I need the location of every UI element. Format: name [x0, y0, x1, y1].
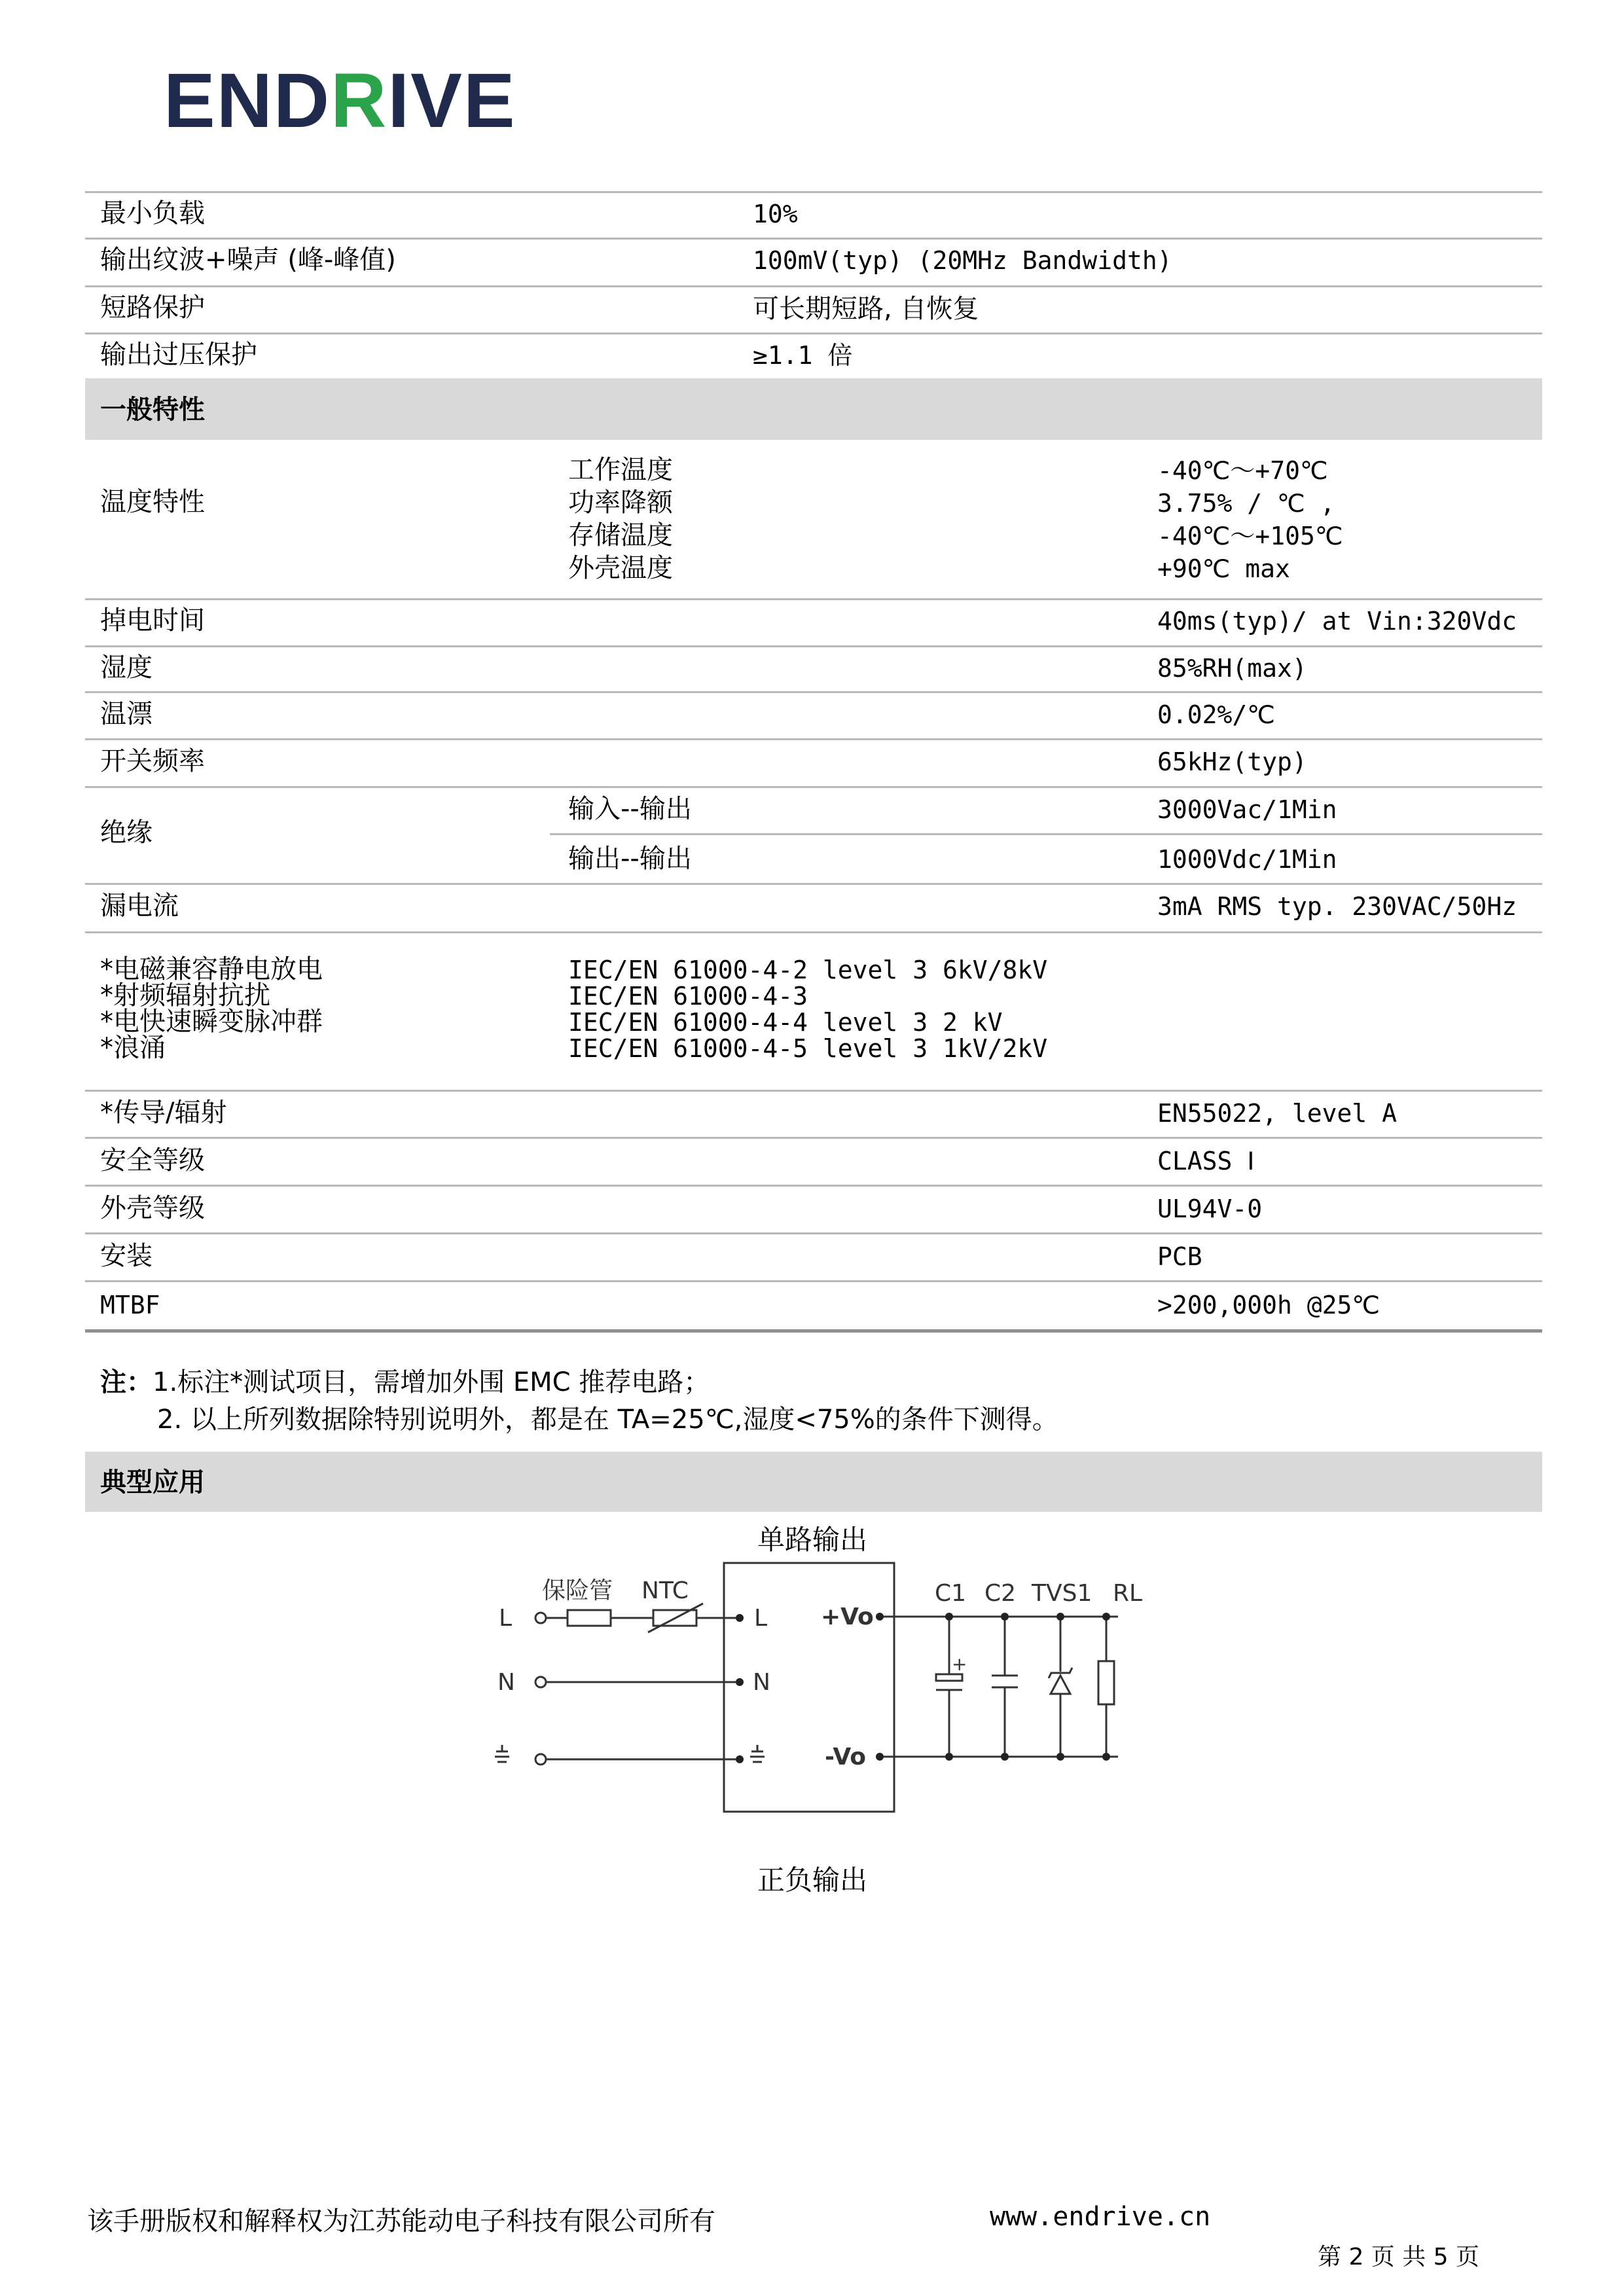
fuse-label: 保险管 [542, 1577, 613, 1604]
humidity-label: 湿度 [100, 653, 153, 683]
ovp-value: ≥1.1 倍 [753, 341, 853, 370]
divider [85, 285, 1542, 287]
mtbf-value: >200,000h @25℃ [1157, 1291, 1380, 1319]
divider [85, 191, 1542, 193]
divider [85, 332, 1542, 334]
table-bottom-divider [85, 1329, 1542, 1333]
safety-label: 安全等级 [100, 1145, 205, 1175]
divider [85, 1280, 1542, 1282]
logo-text-right: IVE [388, 58, 516, 144]
vo-plus-label: +Vo [821, 1604, 874, 1630]
notes-line-2: 2. 以上所列数据除特别说明外，都是在 TA=25℃,湿度<75%的条件下测得。 [157, 1405, 1058, 1435]
drift-label: 温漂 [100, 699, 153, 729]
temp-sub-2: 功率降额 [568, 488, 673, 518]
emc-label-2: *射频辐射抗扰 [100, 980, 270, 1011]
humidity-value: 85%RH(max) [1157, 654, 1307, 683]
emc-label-1: *电磁兼容静电放电 [100, 954, 323, 984]
emc-label-4: *浪涌 [100, 1033, 166, 1063]
load-resistor [1098, 1661, 1114, 1704]
emc-value-2: IEC/EN 61000-4-3 [568, 982, 808, 1011]
tvs-label: TVS1 [1032, 1580, 1092, 1607]
mtbf-label: MTBF [100, 1291, 160, 1319]
temp-sub-4: 外壳温度 [568, 553, 673, 583]
mounting-label: 安装 [100, 1241, 153, 1271]
emc-label-3: *电快速瞬变脉冲群 [100, 1007, 323, 1037]
c1-plate-top [936, 1674, 962, 1681]
temp-val-4: +90℃ max [1157, 554, 1290, 583]
terminal-l [535, 1613, 546, 1623]
temp-sub-1: 工作温度 [568, 455, 673, 485]
divider [85, 238, 1542, 240]
divider [550, 833, 1542, 835]
l-pin-label: L [754, 1605, 768, 1632]
footer-page-number: 第 2 页 共 5 页 [1318, 2244, 1480, 2270]
divider [85, 1090, 1542, 1092]
leakage-value: 3mA RMS typ. 230VAC/50Hz [1157, 892, 1517, 921]
case-value: UL94V-0 [1157, 1194, 1263, 1223]
n-input-label: N [497, 1669, 515, 1696]
poweroff-label: 掉电时间 [100, 605, 205, 636]
module-box [724, 1563, 894, 1812]
logo-text-left: END [164, 58, 331, 144]
insulation-label: 绝缘 [100, 817, 153, 848]
fuse-symbol [568, 1610, 611, 1626]
terminal-gnd [535, 1754, 546, 1765]
case-label: 外壳等级 [100, 1193, 205, 1223]
leakage-label: 漏电流 [100, 891, 179, 921]
divider [85, 691, 1542, 693]
conducted-value: EN55022, level A [1157, 1099, 1398, 1128]
short-circuit-value: 可长期短路, 自恢复 [753, 294, 979, 324]
vo-minus-label: -Vo [825, 1744, 866, 1770]
short-circuit-label: 短路保护 [100, 293, 205, 323]
poweroff-value: 40ms(typ)/ at Vin:320Vdc [1157, 607, 1517, 636]
logo-text-r: R [331, 58, 388, 144]
drift-value: 0.02%/℃ [1157, 700, 1275, 729]
ovp-label: 输出过压保护 [100, 340, 257, 370]
temp-val-2: 3.75% / ℃ , [1157, 489, 1335, 518]
divider [85, 786, 1542, 788]
freq-value: 65kHz(typ) [1157, 747, 1307, 776]
endrive-logo [164, 58, 516, 144]
general-title: 一般特性 [100, 395, 205, 425]
terminal-n [535, 1677, 546, 1687]
n-pin-label: N [753, 1669, 770, 1696]
emc-value-3: IEC/EN 61000-4-4 level 3 2 kV [568, 1008, 1003, 1037]
temp-sub-3: 存储温度 [568, 520, 673, 550]
divider [85, 931, 1542, 933]
notes-line-1 [100, 1361, 710, 1399]
emc-value-1: IEC/EN 61000-4-2 level 3 6kV/8kV [568, 956, 1048, 984]
divider [85, 645, 1542, 647]
diagram-caption: 正负输出 [757, 1864, 868, 1896]
insulation-sub-2: 输出--输出 [568, 844, 692, 874]
mounting-value: PCB [1157, 1242, 1202, 1271]
divider [85, 738, 1542, 740]
ntc-label: NTC [641, 1577, 689, 1604]
application-section-bar [85, 1452, 1542, 1512]
general-section-bar [85, 378, 1542, 440]
divider [85, 883, 1542, 885]
conducted-label: *传导/辐射 [100, 1098, 227, 1128]
insulation-val-2: 1000Vdc/1Min [1157, 845, 1337, 874]
ripple-label: 输出纹波+噪声 (峰-峰值) [100, 245, 396, 275]
rl-label: RL [1113, 1580, 1143, 1607]
insulation-sub-1: 输入--输出 [568, 794, 692, 824]
circuit-diagram [484, 1551, 1165, 1826]
footer-website[interactable]: www.endrive.cn [990, 2202, 1211, 2232]
divider [85, 1185, 1542, 1187]
c1-label: C1 [935, 1580, 967, 1607]
c1-plus-label: + [952, 1653, 967, 1675]
temp-val-1: -40℃～+70℃ [1157, 456, 1328, 485]
min-load-label: 最小负载 [100, 198, 205, 228]
divider [85, 1137, 1542, 1139]
footer-copyright: 该手册版权和解释权为江苏能动电子科技有限公司所有 [87, 2206, 715, 2236]
c2-label: C2 [984, 1580, 1017, 1607]
notes-prefix: 注： [100, 1367, 153, 1397]
tvs-diode [1051, 1676, 1070, 1694]
application-title: 典型应用 [100, 1467, 205, 1498]
divider [85, 1232, 1542, 1234]
safety-value: CLASS Ⅰ [1157, 1147, 1255, 1175]
ripple-value: 100mV(typ) (20MHz Bandwidth) [753, 246, 1172, 275]
temp-label: 温度特性 [100, 487, 205, 517]
insulation-val-1: 3000Vac/1Min [1157, 795, 1337, 824]
freq-label: 开关频率 [100, 746, 205, 776]
notes-text-1: 1.标注*测试项目，需增加外围 EMC 推荐电路； [153, 1367, 710, 1397]
min-load-value: 10% [753, 200, 798, 228]
diagram-title: 单路输出 [757, 1524, 868, 1556]
l-input-label: L [499, 1605, 513, 1632]
temp-val-3: -40℃～+105℃ [1157, 522, 1343, 550]
emc-value-4: IEC/EN 61000-4-5 level 3 1kV/2kV [568, 1034, 1048, 1063]
divider [85, 598, 1542, 600]
